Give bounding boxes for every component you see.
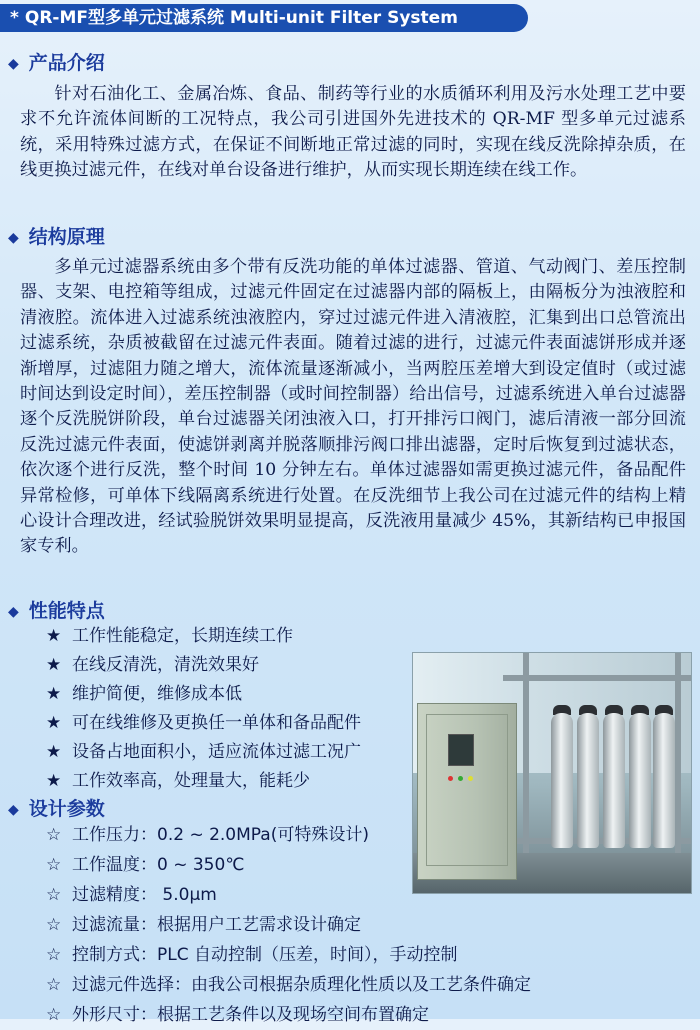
equipment-photo: [412, 652, 692, 894]
diamond-icon: ◆: [8, 230, 19, 246]
list-item-text: 可在线维修及更换任一单体和备品配件: [72, 713, 361, 733]
section-heading-features: [8, 598, 105, 624]
list-item: [46, 651, 361, 680]
photo-pipe: [675, 653, 681, 853]
diamond-icon: ◆: [8, 604, 19, 620]
section-heading-intro: [8, 50, 105, 76]
list-item-text: 工作温度：0 ~ 350℃: [72, 855, 245, 875]
white-star-icon: ☆: [46, 975, 62, 995]
intro-paragraph: 针对石油化工、金属冶炼、食品、制药等行业的水质循环利用及污水处理工艺中要求不允许流体间断的工况特点，我公司引进国外先进技术的 QR-MF 型多单元过滤系统，采用特殊过滤方式，在保证不间断地正常过滤的同时，实现在线反洗除掉杂质，在线更换过滤元件，在线对单台设备进行维护，从而实现长期连续在线工作。: [20, 84, 686, 181]
black-star-icon: ★: [46, 713, 62, 733]
list-item-text: 在线反清洗，清洗效果好: [72, 655, 259, 675]
white-star-icon: ☆: [46, 885, 62, 905]
list-item-text: 工作压力：0.2 ~ 2.0MPa(可特殊设计): [72, 825, 369, 845]
heading-text: 性能特点: [28, 600, 105, 622]
photo-filter-vessel: [551, 713, 573, 848]
list-item: [46, 680, 361, 709]
list-item-text: 过滤元件选择：由我公司根据杂质理化性质以及工艺条件确定: [72, 975, 531, 995]
photo-indicator-lamp: [458, 776, 463, 781]
list-item: [46, 709, 361, 738]
photo-filter-vessel: [603, 713, 625, 848]
list-item: [46, 970, 531, 1000]
photo-cabinet-screen: [448, 734, 474, 766]
list-item-text: 维护简便，维修成本低: [72, 684, 242, 704]
list-item-text: 过滤流量：根据用户工艺需求设计确定: [72, 915, 361, 935]
photo-filter-vessel: [629, 713, 651, 848]
black-star-icon: ★: [46, 742, 62, 762]
photo-indicator-lamp: [468, 776, 473, 781]
photo-indicator-lamp: [448, 776, 453, 781]
list-item: [46, 622, 361, 651]
white-star-icon: ☆: [46, 915, 62, 935]
heading-text: 产品介绍: [28, 52, 105, 74]
photo-pipe: [503, 675, 691, 681]
list-item-text: 工作效率高，处理量大，能耗少: [72, 771, 310, 791]
list-item-text: 控制方式：PLC 自动控制（压差，时间），手动控制: [72, 945, 458, 965]
list-item: [46, 1000, 531, 1030]
heading-text: 设计参数: [28, 798, 105, 820]
list-item: [46, 767, 361, 796]
list-item: [46, 738, 361, 767]
white-star-icon: ☆: [46, 855, 62, 875]
photo-filter-vessel: [653, 713, 675, 848]
black-star-icon: ★: [46, 684, 62, 704]
list-item: [46, 940, 531, 970]
black-star-icon: ★: [46, 771, 62, 791]
photo-control-cabinet: [417, 703, 517, 880]
photo-filter-vessel: [577, 713, 599, 848]
list-item-text: 工作性能稳定，长期连续工作: [72, 626, 293, 646]
list-item: [46, 910, 531, 940]
structure-paragraph: 多单元过滤器系统由多个带有反洗功能的单体过滤器、管道、气动阀门、差压控制器、支架、电控箱等组成，过滤元件固定在过滤器内部的隔板上，由隔板分为浊液腔和清液腔。流体进入过滤系统浊液腔内，穿过过滤元件进入清液腔，汇集到出口总管流出过滤系统，杂质被截留在过滤元件表面。随着过滤的进行，过滤元件表面滤饼形成并逐渐增厚，过滤阻力随之增大，流体流量逐渐减小，当两腔压差增大到设定值时（或过滤时间达到设定时间），差压控制器（或时间控制器）给出信号，过滤系统进入单台过滤器逐个反洗脱饼阶段，单台过滤器关闭浊液入口，打开排污口阀门，滤后清液一部分回流反洗过滤元件表面，使滤饼剥离并脱落顺排污阀口排出滤器，定时后恢复到过滤状态，依次逐个进行反洗，整个时间 10 分钟左右。单体过滤器如需更换过滤元件，备品配件异常检修，可单体下线隔离系统进行处置。在反洗细节上我公司在过滤元件的结构上精心设计合理改进，经试验脱饼效果明显提高，反洗液用量减少 45%，其新结构已申报国家专利。: [20, 257, 686, 557]
photo-pipe: [523, 653, 529, 853]
white-star-icon: ☆: [46, 1005, 62, 1025]
white-star-icon: ☆: [46, 945, 62, 965]
asterisk-icon: *: [10, 8, 19, 28]
title-banner: [0, 4, 528, 32]
heading-text: 结构原理: [28, 226, 105, 248]
diamond-icon: ◆: [8, 56, 19, 72]
diamond-icon: ◆: [8, 802, 19, 818]
features-list: [46, 622, 361, 796]
page-title: QR-MF型多单元过滤系统 Multi-unit Filter System: [24, 8, 458, 28]
section-heading-structure: [8, 224, 105, 250]
list-item-text: 外形尺寸：根据工艺条件以及现场空间布置确定: [72, 1005, 429, 1025]
list-item-text: 过滤精度： 5.0μm: [72, 885, 217, 905]
list-item-text: 设备占地面积小，适应流体过滤工况广: [72, 742, 361, 762]
black-star-icon: ★: [46, 655, 62, 675]
black-star-icon: ★: [46, 626, 62, 646]
section-heading-params: [8, 796, 105, 822]
white-star-icon: ☆: [46, 825, 62, 845]
